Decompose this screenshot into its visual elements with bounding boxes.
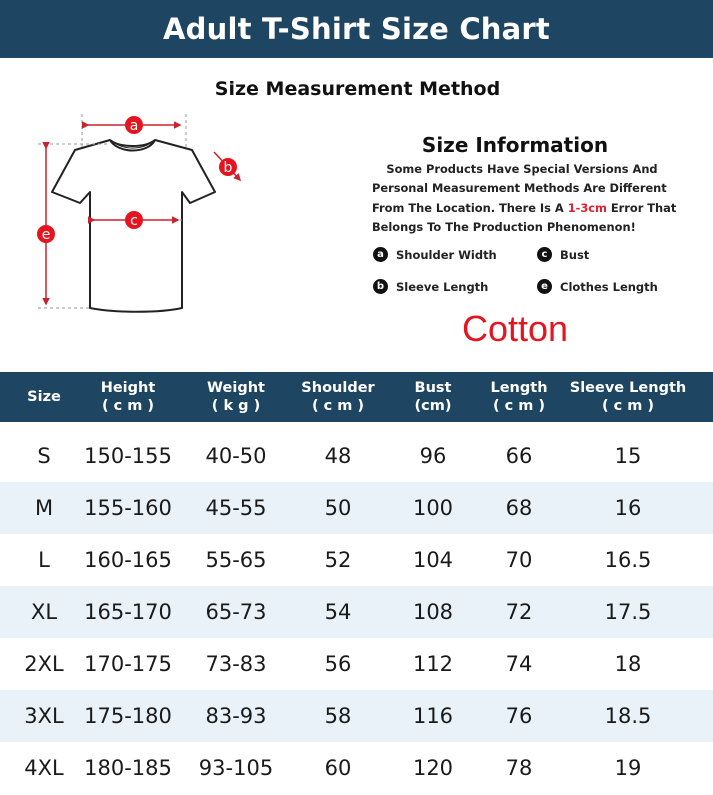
table-cell: 96: [419, 444, 447, 468]
column-header: [186, 372, 286, 422]
error-range-highlight: 1-3cm: [567, 200, 607, 215]
table-cell: 16: [614, 496, 642, 520]
legend-clothes-length: [537, 279, 658, 295]
table-cell: 19: [614, 756, 642, 780]
column-header: [474, 372, 564, 422]
table-cell: 56: [324, 652, 352, 676]
table-cell: 68: [505, 496, 533, 520]
info-line-4: Belongs To The Production Phenomenon!: [372, 220, 636, 235]
table-cell: 17.5: [604, 600, 652, 624]
tshirt-diagram: [30, 108, 255, 318]
legend-shoulder-width: [373, 247, 497, 263]
column-header: [4, 372, 84, 422]
table-row: [0, 482, 713, 534]
legend-bust: [537, 247, 589, 263]
table-cell: 112: [412, 652, 454, 676]
info-line-3-end: Error That: [606, 200, 677, 215]
column-header-title: Length: [490, 380, 548, 396]
table-cell: 72: [505, 600, 533, 624]
table-cell: 16.5: [604, 548, 652, 572]
table-cell: 66: [505, 444, 533, 468]
table-cell: 108: [412, 600, 454, 624]
info-line-1: Some Products Have Special Versions And: [386, 162, 658, 176]
column-header-title: Sleeve Length: [569, 380, 687, 396]
column-header-unit: ( c m ): [101, 398, 155, 414]
table-cell: 104: [412, 548, 454, 572]
table-cell: 48: [324, 444, 352, 468]
legend-label: Bust: [560, 248, 590, 262]
table-row: [0, 430, 713, 482]
table-cell: 76: [505, 704, 533, 728]
legend-label: Sleeve Length: [396, 280, 489, 294]
table-cell: 45-55: [205, 496, 267, 520]
info-line-3: [372, 199, 677, 218]
table-row: [0, 690, 713, 742]
info-title: Size Information: [421, 133, 609, 157]
table-cell: 18: [614, 652, 642, 676]
table-cell: 15: [614, 444, 642, 468]
table-cell: 18.5: [604, 704, 652, 728]
column-header-title: Shoulder: [301, 380, 375, 396]
column-header-unit: ( c m ): [492, 398, 546, 414]
legend-badge-b: b: [373, 279, 388, 294]
table-cell: 58: [324, 704, 352, 728]
legend-badge-e: e: [537, 279, 552, 294]
table-cell: 116: [412, 704, 454, 728]
page-title: Adult T-Shirt Size Chart: [163, 12, 550, 46]
column-header-title: Size: [27, 389, 61, 405]
column-header: [393, 372, 473, 422]
table-cell: S: [37, 444, 51, 468]
table-row: [0, 742, 713, 794]
label-b: b: [223, 160, 233, 176]
table-cell: 165-170: [84, 600, 172, 624]
label-c: c: [130, 213, 138, 229]
table-cell: 83-93: [205, 704, 267, 728]
label-a: a: [129, 118, 139, 134]
table-cell: L: [38, 548, 50, 572]
column-header-title: Weight: [207, 380, 265, 396]
column-header-title: Height: [100, 380, 156, 396]
legend-label: Clothes Length: [560, 280, 658, 294]
table-cell: 100: [412, 496, 454, 520]
legend-label: Shoulder Width: [396, 248, 497, 262]
column-header: [553, 372, 703, 422]
column-header-unit: ( c m ): [601, 398, 655, 414]
info-line-2: Personal Measurement Methods Are Different: [372, 181, 667, 196]
info-line-3-start: From The Location. There Is A: [372, 200, 568, 215]
table-cell: M: [34, 496, 54, 520]
table-cell: 160-165: [84, 548, 172, 572]
table-cell: 65-73: [205, 600, 267, 624]
table-cell: 40-50: [205, 444, 267, 468]
table-cell: 55-65: [205, 548, 267, 572]
table-cell: 4XL: [24, 756, 64, 780]
table-cell: XL: [30, 600, 58, 624]
table-cell: 170-175: [84, 652, 172, 676]
table-cell: 50: [324, 496, 352, 520]
table-cell: 54: [324, 600, 352, 624]
table-cell: 70: [505, 548, 533, 572]
table-cell: 60: [324, 756, 352, 780]
table-cell: 93-105: [198, 756, 274, 780]
table-cell: 155-160: [84, 496, 172, 520]
table-cell: 3XL: [24, 704, 64, 728]
column-header-unit: (cm): [414, 398, 452, 414]
table-cell: 74: [505, 652, 533, 676]
info-text: [372, 160, 677, 238]
column-header-unit: ( c m ): [311, 398, 365, 414]
table-cell: 120: [412, 756, 454, 780]
table-cell: 2XL: [24, 652, 64, 676]
column-header: [288, 372, 388, 422]
legend-sleeve-length: [373, 279, 488, 295]
table-cell: 73-83: [205, 652, 267, 676]
column-header: [76, 372, 181, 422]
table-cell: 78: [505, 756, 533, 780]
table-cell: 175-180: [84, 704, 172, 728]
material-label: Cotton: [461, 308, 569, 349]
table-row: [0, 534, 713, 586]
method-title: Size Measurement Method: [214, 78, 501, 100]
table-cell: 180-185: [84, 756, 172, 780]
column-header-title: Bust: [414, 380, 452, 396]
column-header-unit: ( k g ): [211, 398, 261, 414]
label-e: e: [41, 227, 51, 243]
legend-badge-c: c: [537, 247, 552, 262]
table-cell: 150-155: [84, 444, 172, 468]
table-row: [0, 586, 713, 638]
table-cell: 52: [324, 548, 352, 572]
table-row: [0, 638, 713, 690]
legend-badge-a: a: [373, 247, 388, 262]
